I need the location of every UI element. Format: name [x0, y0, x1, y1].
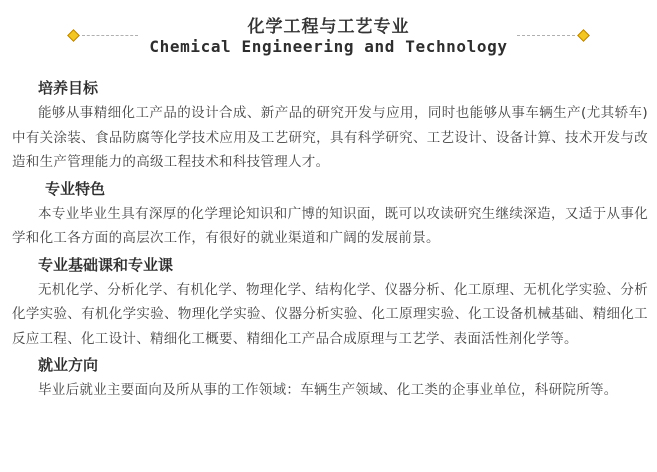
page-header	[0, 10, 657, 66]
section-heading: 培养目标	[38, 79, 99, 97]
section-paragraph: 本专业毕业生具有深厚的化学理论知识和广博的知识面，既可以攻读研究生继续深造，又适于从事化学和化工各方面的高层次工作，有很好的就业渠道和广阔的发展前景。	[12, 205, 648, 246]
section-heading: 专业基础课和专业课	[38, 255, 174, 274]
dashed-divider	[517, 35, 575, 36]
article-body	[12, 76, 648, 405]
section-paragraph: 无机化学、分析化学、有机化学、物理化学、结构化学、仪器分析、化工原理、无机化学实验、分析化学实验、有机化学实验、物理化学实验、仪器分析实验、化工原理实验、化工设备机械基础、精细化工反应工程、化工设计、精细化工概要、精细化工产品合成原理与工艺学、表面活性剂化学等。	[12, 281, 648, 347]
section-paragraph: 毕业后就业主要面向及所从事的工作领域：车辆生产领域、化工类的企事业单位，科研院所等。	[38, 382, 618, 398]
section-employment	[12, 353, 648, 403]
section-courses	[12, 253, 648, 352]
section-paragraph: 能够从事精细化工产品的设计合成、新产品的研究开发与应用，同时也能够从事车辆生产(尤其轿车)中有关涂装、食品防腐等化学技术应用及工艺研究，具有科学研究、工艺设计、设备计算、技术开发与改造和生产管理能力的高级工程技术和科技管理人才。	[12, 105, 648, 170]
page-title: 化学工程与工艺专业	[247, 17, 410, 37]
page-subtitle: Chemical Engineering and Technology	[149, 37, 508, 56]
section-heading: 专业特色	[45, 179, 106, 198]
section-training-goals	[12, 76, 648, 175]
section-heading: 就业方向	[38, 356, 99, 374]
section-features	[12, 177, 648, 251]
